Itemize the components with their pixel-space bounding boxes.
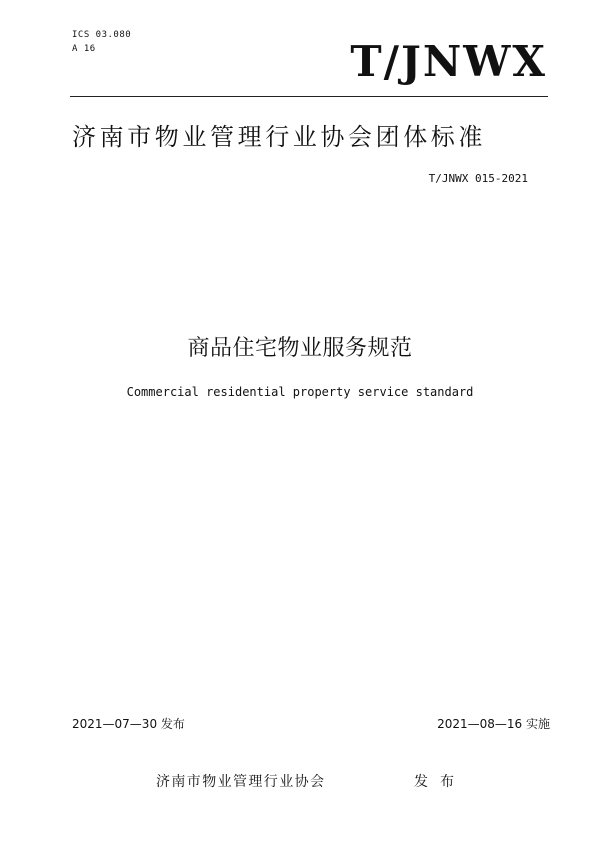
implement-date: 2021—08—16 实施 <box>437 717 550 731</box>
document-title: 商品住宅物业服务规范 <box>187 336 413 361</box>
standard-brand: T/JNWX <box>350 37 547 86</box>
publish-date: 2021—07—30 发布 <box>72 717 185 731</box>
footer-divider <box>70 743 548 744</box>
header-divider <box>70 96 548 97</box>
document-subtitle: Commercial residential property service standard <box>126 385 474 399</box>
organization-title: 济南市物业管理行业协会团体标准 <box>72 123 486 151</box>
standard-number: T/JNWX 015-2021 <box>428 172 528 185</box>
issuer-name: 济南市物业管理行业协会 <box>156 774 326 790</box>
issue-label: 发布 <box>414 774 466 790</box>
ccs-code: A 16 <box>72 44 96 54</box>
ics-code: ICS 03.080 <box>72 30 132 40</box>
